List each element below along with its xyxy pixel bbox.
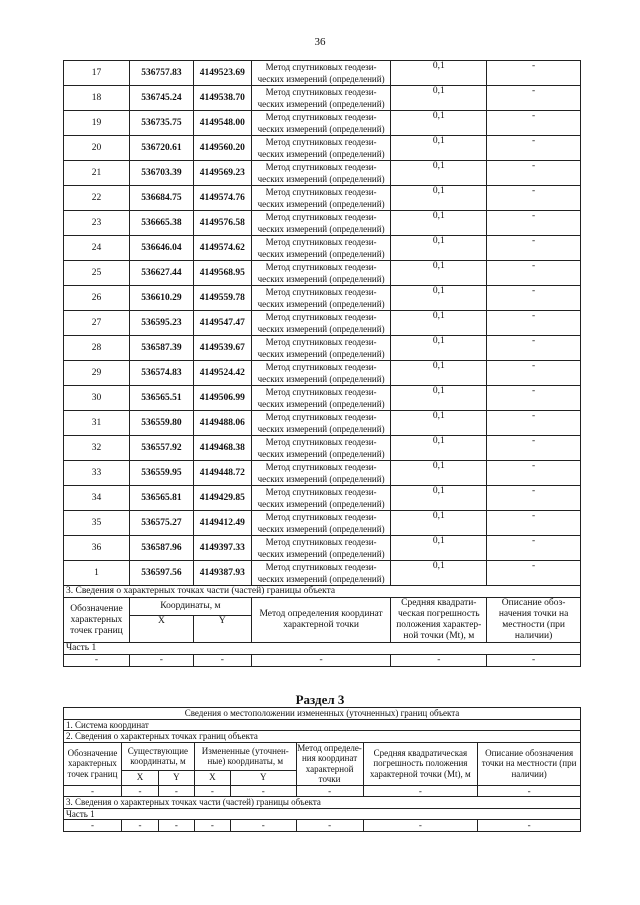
point-method xyxy=(251,386,391,411)
table-row xyxy=(64,561,581,586)
method-line: ческих измерений (определений) xyxy=(257,349,385,359)
table-row xyxy=(64,111,581,136)
method-line: Метод спутниковых геодези- xyxy=(265,137,377,147)
point-method xyxy=(251,86,391,111)
point-description: - xyxy=(487,261,581,286)
method-line: ческих измерений (определений) xyxy=(257,199,385,209)
point-method xyxy=(251,561,391,586)
point-y: 4149539.67 xyxy=(193,336,251,361)
point-description: - xyxy=(487,411,581,436)
s3-hdr-designation: Обозначение характерных точек границ xyxy=(64,742,122,785)
section-3-title: 3. Сведения о характерных точках части (частей) границы объекта xyxy=(64,586,581,598)
method-line: Метод спутниковых геодези- xyxy=(265,112,377,122)
point-method xyxy=(251,186,391,211)
method-line: ческих измерений (определений) xyxy=(257,374,385,384)
part-label: Часть 1 xyxy=(64,643,581,655)
point-y: 4149574.76 xyxy=(193,186,251,211)
method-line: Метод спутниковых геодези- xyxy=(265,562,377,572)
point-description: - xyxy=(487,436,581,461)
s3-hdr-method: Метод определе-ния координат характерной точки xyxy=(297,742,362,784)
point-method xyxy=(251,136,391,161)
s3-hdr-description: Описание обозначения точки на местности (при наличии) xyxy=(478,742,581,785)
page-number: 36 xyxy=(314,36,326,48)
point-method xyxy=(251,411,391,436)
point-y: 4149569.23 xyxy=(193,161,251,186)
point-x: 536720.61 xyxy=(129,136,193,161)
point-number: 27 xyxy=(64,311,130,336)
point-description: - xyxy=(487,536,581,561)
point-description: - xyxy=(487,161,581,186)
dash-cell: - xyxy=(391,655,487,667)
point-method xyxy=(251,161,391,186)
section-3-table xyxy=(63,707,581,832)
point-method xyxy=(251,211,391,236)
dash-cell: - xyxy=(194,785,230,797)
point-x: 536559.80 xyxy=(129,411,193,436)
dash-cell: - xyxy=(158,820,194,832)
s3-hdr-x: X xyxy=(121,770,158,785)
point-accuracy: 0,1 xyxy=(391,561,487,586)
s3-part-label: Часть 1 xyxy=(64,808,581,820)
point-y: 4149488.06 xyxy=(193,411,251,436)
method-line: ческих измерений (определений) xyxy=(257,474,385,484)
point-x: 536565.51 xyxy=(129,386,193,411)
point-method xyxy=(251,511,391,536)
method-line: Метод спутниковых геодези- xyxy=(265,512,377,522)
dash-cell: - xyxy=(363,785,478,797)
dash-cell: - xyxy=(64,655,130,667)
point-description: - xyxy=(487,361,581,386)
method-line: Метод спутниковых геодези- xyxy=(265,262,377,272)
method-line: Метод спутниковых геодези- xyxy=(265,337,377,347)
point-description: - xyxy=(487,336,581,361)
point-x: 536559.95 xyxy=(129,461,193,486)
point-x: 536574.83 xyxy=(129,361,193,386)
dash-cell: - xyxy=(121,785,158,797)
s3-hdr-changed: Измененные (уточнен-ные) координаты, м xyxy=(194,742,296,770)
point-description: - xyxy=(487,186,581,211)
point-x: 536735.75 xyxy=(129,111,193,136)
point-x: 536757.83 xyxy=(129,61,193,86)
points-table xyxy=(63,60,581,667)
s3-hdr-x: X xyxy=(194,770,230,785)
point-y: 4149548.00 xyxy=(193,111,251,136)
table-row xyxy=(64,511,581,536)
dash-cell: - xyxy=(363,820,478,832)
method-line: ческих измерений (определений) xyxy=(257,299,385,309)
point-y: 4149397.33 xyxy=(193,536,251,561)
method-line: Метод спутниковых геодези- xyxy=(265,87,377,97)
table-row xyxy=(64,386,581,411)
method-line: ческих измерений (определений) xyxy=(257,324,385,334)
point-accuracy: 0,1 xyxy=(391,386,487,411)
table-row xyxy=(64,136,581,161)
point-y: 4149576.58 xyxy=(193,211,251,236)
point-accuracy: 0,1 xyxy=(391,411,487,436)
point-accuracy: 0,1 xyxy=(391,361,487,386)
point-description: - xyxy=(487,61,581,86)
point-y: 4149506.99 xyxy=(193,386,251,411)
point-y: 4149448.72 xyxy=(193,461,251,486)
point-accuracy: 0,1 xyxy=(391,311,487,336)
point-y: 4149412.49 xyxy=(193,511,251,536)
table-row xyxy=(64,186,581,211)
point-y: 4149568.95 xyxy=(193,261,251,286)
point-x: 536610.29 xyxy=(129,286,193,311)
s3-parts-row: 3. Сведения о характерных точках части (частей) границы объекта xyxy=(64,797,581,809)
method-line: Метод спутниковых геодези- xyxy=(265,162,377,172)
method-line: Метод спутниковых геодези- xyxy=(265,187,377,197)
dash-cell: - xyxy=(129,655,193,667)
point-method xyxy=(251,336,391,361)
method-line: Метод спутниковых геодези- xyxy=(265,237,377,247)
method-line: Метод спутниковых геодези- xyxy=(265,537,377,547)
method-line: Метод спутниковых геодези- xyxy=(265,62,377,72)
point-x: 536665.38 xyxy=(129,211,193,236)
table-row xyxy=(64,361,581,386)
point-y: 4149524.42 xyxy=(193,361,251,386)
point-accuracy: 0,1 xyxy=(391,61,487,86)
point-method xyxy=(251,261,391,286)
point-number: 30 xyxy=(64,386,130,411)
coord-system-row: 1. Система координат xyxy=(64,719,581,731)
table-row xyxy=(64,336,581,361)
dash-cell: - xyxy=(121,820,158,832)
method-line: Метод спутниковых геодези- xyxy=(265,387,377,397)
dash-cell: - xyxy=(230,785,296,797)
point-accuracy: 0,1 xyxy=(391,261,487,286)
hdr-coords: Координаты, м xyxy=(129,598,251,616)
dash-cell: - xyxy=(478,820,581,832)
point-method xyxy=(251,486,391,511)
point-number: 28 xyxy=(64,336,130,361)
point-x: 536587.96 xyxy=(129,536,193,561)
point-number: 31 xyxy=(64,411,130,436)
point-method xyxy=(251,236,391,261)
method-line: Метод спутниковых геодези- xyxy=(265,487,377,497)
table-row xyxy=(64,536,581,561)
point-x: 536587.39 xyxy=(129,336,193,361)
point-number: 35 xyxy=(64,511,130,536)
method-line: ческих измерений (определений) xyxy=(257,499,385,509)
hdr-accuracy: Средняя квадрати-ческая погрешность положения характер-ной точки (Mt), м xyxy=(391,598,487,643)
method-line: Метод спутниковых геодези- xyxy=(265,212,377,222)
s3-hdr-y: Y xyxy=(230,770,296,785)
point-y: 4149559.78 xyxy=(193,286,251,311)
point-number: 29 xyxy=(64,361,130,386)
point-description: - xyxy=(487,111,581,136)
point-x: 536597.56 xyxy=(129,561,193,586)
point-number: 32 xyxy=(64,436,130,461)
point-y: 4149547.47 xyxy=(193,311,251,336)
point-description: - xyxy=(487,561,581,586)
method-line: ческих измерений (определений) xyxy=(257,99,385,109)
point-number: 23 xyxy=(64,211,130,236)
point-x: 536646.04 xyxy=(129,236,193,261)
hdr-designation: Обозначение характерных точек границ xyxy=(64,598,130,643)
point-accuracy: 0,1 xyxy=(391,536,487,561)
table-row xyxy=(64,436,581,461)
point-number: 1 xyxy=(64,561,130,586)
dash-cell: - xyxy=(487,655,581,667)
point-description: - xyxy=(487,86,581,111)
point-description: - xyxy=(487,511,581,536)
method-line: ческих измерений (определений) xyxy=(257,524,385,534)
point-accuracy: 0,1 xyxy=(391,211,487,236)
point-accuracy: 0,1 xyxy=(391,161,487,186)
table-row xyxy=(64,286,581,311)
method-line: Метод спутниковых геодези- xyxy=(265,312,377,322)
dash-cell: - xyxy=(296,785,363,797)
point-method xyxy=(251,536,391,561)
point-description: - xyxy=(487,136,581,161)
point-method xyxy=(251,286,391,311)
table-row xyxy=(64,461,581,486)
point-method xyxy=(251,361,391,386)
point-y: 4149468.38 xyxy=(193,436,251,461)
point-y: 4149574.62 xyxy=(193,236,251,261)
point-y: 4149523.69 xyxy=(193,61,251,86)
hdr-description: Описание обоз-начения точки на местности (при наличии) xyxy=(487,598,581,643)
point-method xyxy=(251,311,391,336)
method-line: ческих измерений (определений) xyxy=(257,574,385,584)
method-line: Метод спутниковых геодези- xyxy=(265,437,377,447)
table-row xyxy=(64,236,581,261)
point-accuracy: 0,1 xyxy=(391,86,487,111)
hdr-x: X xyxy=(129,616,193,643)
table-row xyxy=(64,311,581,336)
point-y: 4149538.70 xyxy=(193,86,251,111)
point-description: - xyxy=(487,311,581,336)
point-x: 536575.27 xyxy=(129,511,193,536)
method-line: ческих измерений (определений) xyxy=(257,424,385,434)
table-row xyxy=(64,86,581,111)
point-number: 36 xyxy=(64,536,130,561)
point-x: 536745.24 xyxy=(129,86,193,111)
point-number: 25 xyxy=(64,261,130,286)
method-line: ческих измерений (определений) xyxy=(257,249,385,259)
method-line: Метод спутниковых геодези- xyxy=(265,462,377,472)
dash-cell: - xyxy=(64,820,122,832)
point-number: 21 xyxy=(64,161,130,186)
point-accuracy: 0,1 xyxy=(391,486,487,511)
table-row xyxy=(64,411,581,436)
point-number: 19 xyxy=(64,111,130,136)
point-description: - xyxy=(487,286,581,311)
point-number: 24 xyxy=(64,236,130,261)
point-y: 4149560.20 xyxy=(193,136,251,161)
dash-cell: - xyxy=(193,655,251,667)
method-line: ческих измерений (определений) xyxy=(257,149,385,159)
table-row xyxy=(64,486,581,511)
point-description: - xyxy=(487,236,581,261)
point-y: 4149387.93 xyxy=(193,561,251,586)
s3-hdr-y: Y xyxy=(158,770,194,785)
point-x: 536684.75 xyxy=(129,186,193,211)
point-method xyxy=(251,461,391,486)
point-method xyxy=(251,61,391,86)
point-accuracy: 0,1 xyxy=(391,186,487,211)
point-number: 34 xyxy=(64,486,130,511)
method-line: ческих измерений (определений) xyxy=(257,124,385,134)
point-x: 536703.39 xyxy=(129,161,193,186)
point-description: - xyxy=(487,211,581,236)
method-line: Метод спутниковых геодези- xyxy=(265,412,377,422)
point-accuracy: 0,1 xyxy=(391,511,487,536)
point-number: 20 xyxy=(64,136,130,161)
point-x: 536557.92 xyxy=(129,436,193,461)
dash-cell: - xyxy=(478,785,581,797)
method-line: ческих измерений (определений) xyxy=(257,399,385,409)
dash-cell: - xyxy=(296,820,363,832)
point-description: - xyxy=(487,386,581,411)
dash-cell: - xyxy=(64,785,122,797)
point-y: 4149429.85 xyxy=(193,486,251,511)
method-line: ческих измерений (определений) xyxy=(257,224,385,234)
point-number: 17 xyxy=(64,61,130,86)
point-x: 536565.81 xyxy=(129,486,193,511)
point-accuracy: 0,1 xyxy=(391,436,487,461)
dash-cell: - xyxy=(251,655,391,667)
table-row xyxy=(64,211,581,236)
point-accuracy: 0,1 xyxy=(391,286,487,311)
section-3-heading: Раздел 3 xyxy=(295,692,345,707)
method-line: ческих измерений (определений) xyxy=(257,74,385,84)
point-accuracy: 0,1 xyxy=(391,136,487,161)
dash-cell: - xyxy=(194,820,230,832)
hdr-y: Y xyxy=(193,616,251,643)
point-number: 22 xyxy=(64,186,130,211)
point-method xyxy=(251,436,391,461)
table-row xyxy=(64,161,581,186)
point-description: - xyxy=(487,486,581,511)
dash-cell: - xyxy=(230,820,296,832)
point-accuracy: 0,1 xyxy=(391,236,487,261)
point-number: 18 xyxy=(64,86,130,111)
dash-cell: - xyxy=(158,785,194,797)
point-accuracy: 0,1 xyxy=(391,461,487,486)
method-line: Метод спутниковых геодези- xyxy=(265,287,377,297)
point-accuracy: 0,1 xyxy=(391,111,487,136)
point-x: 536595.23 xyxy=(129,311,193,336)
method-line: ческих измерений (определений) xyxy=(257,549,385,559)
point-accuracy: 0,1 xyxy=(391,336,487,361)
s3-hdr-existing: Существующие координаты, м xyxy=(121,742,194,770)
method-line: ческих измерений (определений) xyxy=(257,449,385,459)
table-row xyxy=(64,261,581,286)
method-line: ческих измерений (определений) xyxy=(257,274,385,284)
method-line: Метод спутниковых геодези- xyxy=(265,362,377,372)
point-method xyxy=(251,111,391,136)
section-3-subtitle: Сведения о местоположении измененных (уточненных) границ объекта xyxy=(64,708,581,720)
hdr-method: Метод определения координат характерной точки xyxy=(251,598,391,643)
table-row xyxy=(64,61,581,86)
s3-hdr-accuracy: Средняя квадратическая погрешность положения характерной точки (Mt), м xyxy=(363,742,478,785)
method-line: ческих измерений (определений) xyxy=(257,174,385,184)
point-number: 26 xyxy=(64,286,130,311)
point-x: 536627.44 xyxy=(129,261,193,286)
points-info-row: 2. Сведения о характерных точках границ объекта xyxy=(64,731,581,743)
point-number: 33 xyxy=(64,461,130,486)
point-description: - xyxy=(487,461,581,486)
